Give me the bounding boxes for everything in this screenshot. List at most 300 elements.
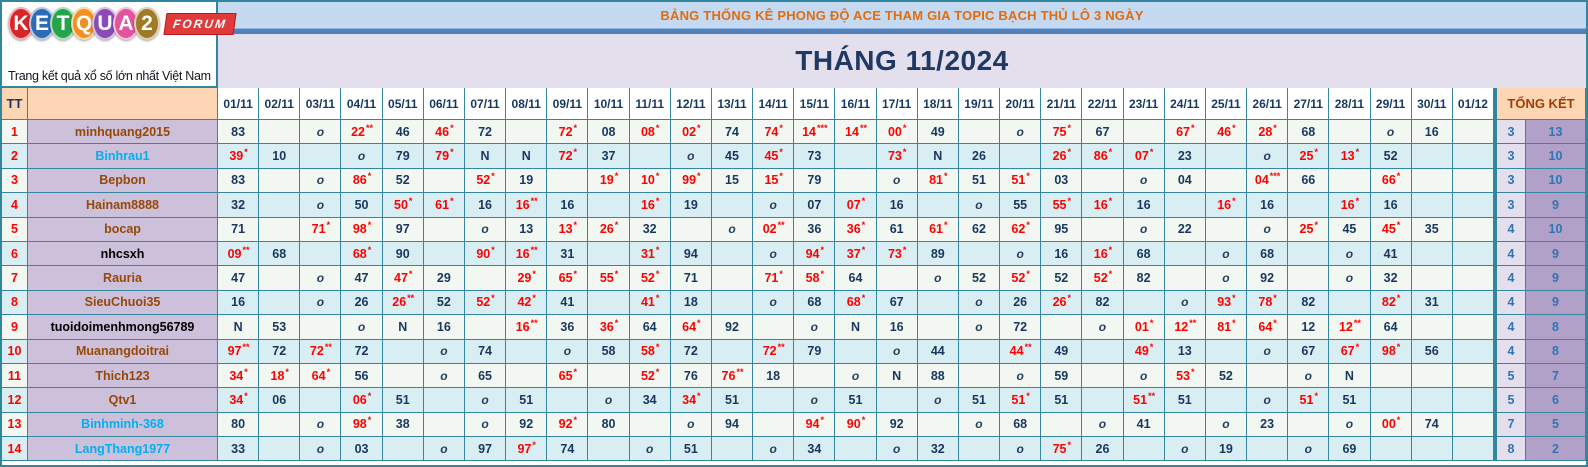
score-cell: 72 * bbox=[547, 120, 588, 144]
score-cell bbox=[1329, 437, 1370, 461]
score-cell: 46 * bbox=[424, 120, 465, 144]
score-cell: o bbox=[1206, 413, 1247, 437]
score-cell: 81 * bbox=[1206, 315, 1247, 339]
score-cell: o bbox=[630, 437, 671, 461]
score-cell: o bbox=[300, 193, 341, 217]
score-value: 12 bbox=[1174, 319, 1189, 334]
score-cell: o bbox=[1000, 437, 1041, 461]
score-cell: o bbox=[300, 291, 341, 315]
score-value: 55 bbox=[1013, 197, 1028, 212]
score-cell bbox=[1124, 266, 1165, 290]
score-cell bbox=[424, 242, 465, 266]
score-cell: 51 * bbox=[1288, 388, 1329, 412]
score-value: 62 bbox=[972, 222, 986, 237]
score-value: 75 bbox=[1052, 441, 1067, 456]
column-header-date-02-11: 02/11 bbox=[259, 88, 300, 120]
score-cell bbox=[1041, 218, 1082, 242]
score-value: 51 bbox=[519, 392, 534, 407]
score-cell: o bbox=[959, 193, 1000, 217]
score-cell: o bbox=[794, 315, 835, 339]
score-value: 19 bbox=[519, 173, 534, 188]
summary-cell-1: 4 bbox=[1494, 266, 1526, 290]
score-value: 58 bbox=[640, 344, 655, 359]
score-cell: 75 * bbox=[1041, 437, 1082, 461]
score-cell bbox=[1412, 169, 1453, 193]
score-value: 41 bbox=[1383, 246, 1398, 261]
score-cell bbox=[465, 437, 506, 461]
score-value: 16 bbox=[515, 246, 530, 261]
player-name: Qtv1 bbox=[28, 388, 218, 412]
score-cell: 36 * bbox=[588, 315, 629, 339]
score-value: 51 bbox=[395, 392, 410, 407]
logo-letter-a: A bbox=[113, 7, 139, 40]
score-cell: o bbox=[1124, 169, 1165, 193]
score-cell bbox=[1000, 193, 1041, 217]
rank-cell: 11 bbox=[2, 364, 28, 388]
column-header-date-07-11: 07/11 bbox=[465, 88, 506, 120]
score-cell: 53 * bbox=[1165, 364, 1206, 388]
score-cell: 67 * bbox=[1329, 340, 1370, 364]
score-cell: o bbox=[465, 218, 506, 242]
score-cell bbox=[259, 291, 300, 315]
score-cell bbox=[424, 413, 465, 437]
score-cell: 58 * bbox=[630, 340, 671, 364]
score-cell: 78 * bbox=[1247, 291, 1288, 315]
score-value: 32 bbox=[642, 222, 657, 237]
score-cell bbox=[383, 388, 424, 412]
score-value: 74 bbox=[1424, 417, 1439, 432]
score-cell bbox=[1412, 340, 1453, 364]
score-value: 72 bbox=[683, 344, 698, 359]
score-value: 94 bbox=[725, 417, 739, 432]
score-value: 08 bbox=[601, 124, 616, 139]
score-cell bbox=[1453, 291, 1494, 315]
score-cell: o bbox=[1329, 242, 1370, 266]
score-cell bbox=[218, 193, 259, 217]
score-cell bbox=[259, 144, 300, 168]
score-cell: 58 * bbox=[794, 266, 835, 290]
score-value: 10 bbox=[272, 149, 287, 164]
score-value: 68 bbox=[272, 246, 287, 261]
score-value: 31 bbox=[640, 246, 655, 261]
score-cell: 72 * bbox=[547, 144, 588, 168]
score-cell bbox=[630, 388, 671, 412]
score-cell bbox=[1165, 388, 1206, 412]
score-cell bbox=[959, 242, 1000, 266]
score-value: 51 bbox=[683, 441, 698, 456]
score-cell: 45 * bbox=[1371, 218, 1412, 242]
column-header-date-13-11: 13/11 bbox=[712, 88, 753, 120]
score-cell bbox=[1041, 340, 1082, 364]
score-cell bbox=[506, 413, 547, 437]
score-cell bbox=[1288, 413, 1329, 437]
score-cell bbox=[835, 144, 876, 168]
score-value: 94 bbox=[683, 246, 698, 261]
score-cell bbox=[1124, 413, 1165, 437]
score-value: 07 bbox=[807, 197, 822, 212]
score-value: 71 bbox=[764, 271, 779, 286]
score-value: 90 bbox=[476, 246, 491, 261]
score-value: 13 bbox=[519, 222, 534, 237]
score-cell: 90 * bbox=[465, 242, 506, 266]
score-value: 33 bbox=[231, 441, 246, 456]
score-value: 80 bbox=[601, 417, 616, 432]
score-cell bbox=[588, 193, 629, 217]
score-value: 67 bbox=[1340, 344, 1355, 359]
score-cell bbox=[300, 315, 341, 339]
score-cell: 55 * bbox=[588, 266, 629, 290]
score-cell: o bbox=[877, 169, 918, 193]
score-value: 83 bbox=[231, 173, 246, 188]
score-cell: 46 * bbox=[1206, 120, 1247, 144]
score-value: N bbox=[933, 149, 943, 164]
score-cell: 00 * bbox=[1371, 413, 1412, 437]
score-cell: 16 ** bbox=[506, 315, 547, 339]
score-cell bbox=[712, 340, 753, 364]
score-value: 67 bbox=[1176, 124, 1190, 139]
score-value: 68 bbox=[807, 295, 822, 310]
score-cell bbox=[1041, 388, 1082, 412]
score-cell: o bbox=[300, 120, 341, 144]
score-value: 16 bbox=[515, 319, 530, 334]
score-cell bbox=[753, 388, 794, 412]
score-value: 93 bbox=[1217, 295, 1232, 310]
score-value: 16 bbox=[436, 319, 451, 334]
score-value: 34 bbox=[642, 392, 657, 407]
score-value: 51 bbox=[972, 173, 986, 188]
score-cell: 64 * bbox=[300, 364, 341, 388]
score-cell: o bbox=[753, 437, 794, 461]
score-value: 55 bbox=[1052, 197, 1067, 212]
score-value: 34 bbox=[229, 368, 244, 383]
score-cell bbox=[1165, 242, 1206, 266]
score-cell bbox=[1453, 413, 1494, 437]
score-cell bbox=[1412, 364, 1453, 388]
score-value: 51 bbox=[1299, 392, 1314, 407]
score-cell: 75 * bbox=[1041, 120, 1082, 144]
score-value: 64 bbox=[848, 271, 863, 286]
score-value: 02 bbox=[762, 222, 777, 237]
score-cell: 01 * bbox=[1124, 315, 1165, 339]
score-cell: o bbox=[1000, 242, 1041, 266]
column-header-date-24-11: 24/11 bbox=[1165, 88, 1206, 120]
score-cell bbox=[1371, 266, 1412, 290]
score-cell bbox=[1041, 315, 1082, 339]
banner-title: BẢNG THỐNG KÊ PHONG ĐỘ ACE THAM GIA TOPIC BẠCH THỦ LÔ 3 NGÀY bbox=[218, 2, 1586, 29]
score-value: 64 bbox=[1258, 319, 1273, 334]
score-cell: 52 * bbox=[465, 291, 506, 315]
score-cell: o bbox=[1082, 315, 1123, 339]
score-value: 64 bbox=[311, 368, 326, 383]
score-cell bbox=[1453, 218, 1494, 242]
score-value: 42 bbox=[517, 295, 532, 310]
score-value: 74 bbox=[560, 441, 575, 456]
score-value: 41 bbox=[1136, 417, 1151, 432]
column-header-date-14-11: 14/11 bbox=[753, 88, 794, 120]
column-header-date-19-11: 19/11 bbox=[959, 88, 1000, 120]
score-cell: 71 * bbox=[753, 266, 794, 290]
score-value: 52 bbox=[1383, 149, 1398, 164]
score-value: 16 bbox=[1260, 197, 1275, 212]
score-value: 52 bbox=[395, 173, 410, 188]
score-cell bbox=[218, 315, 259, 339]
column-header-date-26-11: 26/11 bbox=[1247, 88, 1288, 120]
score-value: N bbox=[233, 319, 243, 334]
score-cell: o bbox=[424, 437, 465, 461]
score-cell bbox=[630, 144, 671, 168]
score-value: 51 bbox=[1177, 392, 1192, 407]
score-cell bbox=[712, 120, 753, 144]
score-cell: 02 * bbox=[671, 120, 712, 144]
score-value: 55 bbox=[599, 271, 614, 286]
score-value: 13 bbox=[1177, 344, 1192, 359]
score-cell: 26 ** bbox=[383, 291, 424, 315]
score-cell bbox=[547, 193, 588, 217]
column-header-summary: TỔNG KẾT bbox=[1494, 88, 1586, 120]
summary-cell-2: 6 bbox=[1526, 388, 1586, 412]
score-value: 67 bbox=[1095, 124, 1110, 139]
score-value: 80 bbox=[231, 417, 246, 432]
column-header-date-01-11: 01/11 bbox=[218, 88, 259, 120]
score-cell bbox=[753, 315, 794, 339]
score-cell bbox=[1412, 193, 1453, 217]
rank-cell: 6 bbox=[2, 242, 28, 266]
score-value: 37 bbox=[601, 149, 616, 164]
score-cell bbox=[877, 218, 918, 242]
summary-cell-1: 5 bbox=[1494, 388, 1526, 412]
score-cell: 65 * bbox=[547, 266, 588, 290]
score-value: 52 bbox=[1093, 271, 1108, 286]
score-value: 25 bbox=[1299, 149, 1314, 164]
score-cell bbox=[259, 242, 300, 266]
score-cell: 07 * bbox=[835, 193, 876, 217]
score-value: 23 bbox=[1177, 149, 1192, 164]
title-block bbox=[218, 2, 1586, 88]
score-cell bbox=[547, 315, 588, 339]
score-cell bbox=[1453, 388, 1494, 412]
score-value: 32 bbox=[231, 197, 246, 212]
score-cell: 09 ** bbox=[218, 242, 259, 266]
score-value: 03 bbox=[1054, 173, 1069, 188]
logo-line bbox=[8, 7, 228, 40]
score-value: N bbox=[850, 319, 860, 334]
score-cell bbox=[259, 388, 300, 412]
score-value: 68 bbox=[1260, 246, 1275, 261]
score-cell bbox=[1206, 144, 1247, 168]
score-cell: 52 * bbox=[1000, 266, 1041, 290]
score-cell: 68 * bbox=[341, 242, 382, 266]
summary-cell-2: 10 bbox=[1526, 218, 1586, 242]
score-value: 79 bbox=[435, 149, 450, 164]
score-cell bbox=[588, 340, 629, 364]
score-value: 36 bbox=[560, 319, 575, 334]
score-cell: 34 * bbox=[218, 364, 259, 388]
score-value: 32 bbox=[1383, 271, 1398, 286]
score-cell bbox=[918, 413, 959, 437]
score-cell bbox=[383, 120, 424, 144]
score-value: 28 bbox=[1258, 124, 1273, 139]
score-value: 69 bbox=[1342, 441, 1357, 456]
score-cell bbox=[1000, 413, 1041, 437]
score-cell bbox=[424, 388, 465, 412]
score-cell: o bbox=[959, 291, 1000, 315]
column-header-date-09-11: 09/11 bbox=[547, 88, 588, 120]
score-cell bbox=[877, 315, 918, 339]
score-cell: o bbox=[794, 388, 835, 412]
score-cell: 98 * bbox=[341, 218, 382, 242]
score-value: 18 bbox=[683, 295, 698, 310]
summary-cell-1: 8 bbox=[1494, 437, 1526, 461]
score-cell bbox=[794, 364, 835, 388]
score-cell bbox=[1082, 437, 1123, 461]
score-value: 49 bbox=[930, 124, 945, 139]
column-header-date-25-11: 25/11 bbox=[1206, 88, 1247, 120]
score-cell: o bbox=[588, 388, 629, 412]
score-value: 45 bbox=[1342, 222, 1357, 237]
score-value: 92 bbox=[558, 417, 573, 432]
ketqua2-logo[interactable] bbox=[2, 2, 228, 88]
score-cell: 71 * bbox=[300, 218, 341, 242]
score-cell: o bbox=[835, 364, 876, 388]
summary-cell-2: 9 bbox=[1526, 193, 1586, 217]
summary-cell-1: 5 bbox=[1494, 364, 1526, 388]
score-cell bbox=[1082, 388, 1123, 412]
score-value: 16 bbox=[1093, 197, 1108, 212]
player-name: Hainam8888 bbox=[28, 193, 218, 217]
score-cell bbox=[465, 266, 506, 290]
summary-cell-1: 3 bbox=[1494, 144, 1526, 168]
score-cell bbox=[1453, 169, 1494, 193]
score-cell bbox=[1000, 291, 1041, 315]
score-cell: o bbox=[1165, 437, 1206, 461]
rank-cell: 3 bbox=[2, 169, 28, 193]
score-cell bbox=[1288, 120, 1329, 144]
score-cell bbox=[1206, 364, 1247, 388]
summary-cell-2: 13 bbox=[1526, 120, 1586, 144]
score-cell bbox=[712, 388, 753, 412]
score-cell bbox=[1412, 144, 1453, 168]
score-cell bbox=[671, 364, 712, 388]
score-value: 67 bbox=[889, 295, 904, 310]
score-cell bbox=[835, 169, 876, 193]
score-cell bbox=[506, 388, 547, 412]
summary-cell-1: 4 bbox=[1494, 218, 1526, 242]
score-cell: 25 * bbox=[1288, 218, 1329, 242]
score-value: 71 bbox=[231, 222, 246, 237]
score-value: 52 bbox=[1218, 368, 1233, 383]
score-cell bbox=[1165, 266, 1206, 290]
score-cell bbox=[753, 364, 794, 388]
score-value: 72 bbox=[558, 124, 573, 139]
score-cell bbox=[1124, 437, 1165, 461]
score-cell bbox=[671, 193, 712, 217]
score-cell bbox=[1412, 413, 1453, 437]
score-value: 35 bbox=[1424, 222, 1439, 237]
score-value: 90 bbox=[395, 246, 410, 261]
column-header-date-22-11: 22/11 bbox=[1082, 88, 1123, 120]
score-value: 58 bbox=[805, 271, 820, 286]
column-header-date-03-11: 03/11 bbox=[300, 88, 341, 120]
score-value: 34 bbox=[229, 392, 244, 407]
score-cell bbox=[588, 413, 629, 437]
score-value: 22 bbox=[351, 124, 365, 139]
score-value: 98 bbox=[352, 222, 367, 237]
score-value: 45 bbox=[764, 149, 779, 164]
summary-cell-1: 4 bbox=[1494, 340, 1526, 364]
score-cell bbox=[1453, 120, 1494, 144]
score-cell bbox=[383, 144, 424, 168]
score-cell bbox=[1371, 242, 1412, 266]
summary-cell-2: 9 bbox=[1526, 266, 1586, 290]
score-cell: o bbox=[300, 169, 341, 193]
score-value: 76 bbox=[683, 368, 698, 383]
score-value: 44 bbox=[1009, 344, 1024, 359]
score-cell bbox=[588, 364, 629, 388]
score-cell: 12 ** bbox=[1329, 315, 1370, 339]
score-cell: o bbox=[465, 413, 506, 437]
score-cell bbox=[259, 120, 300, 144]
score-value: 52 bbox=[640, 368, 655, 383]
score-cell: 19 * bbox=[588, 169, 629, 193]
score-value: 92 bbox=[1260, 271, 1275, 286]
score-value: 31 bbox=[560, 246, 575, 261]
score-value: 79 bbox=[395, 149, 410, 164]
column-header-date-08-11: 08/11 bbox=[506, 88, 547, 120]
score-cell bbox=[1371, 437, 1412, 461]
score-value: 51 bbox=[1342, 392, 1357, 407]
score-value: 52 bbox=[1054, 271, 1069, 286]
score-cell bbox=[1329, 169, 1370, 193]
score-cell bbox=[835, 315, 876, 339]
score-value: 26 bbox=[392, 295, 407, 310]
score-value: 16 bbox=[515, 197, 530, 212]
score-cell bbox=[218, 437, 259, 461]
score-value: 36 bbox=[846, 222, 861, 237]
score-value: 92 bbox=[725, 319, 739, 334]
score-cell bbox=[794, 193, 835, 217]
score-cell: 98 * bbox=[341, 413, 382, 437]
rank-cell: 5 bbox=[2, 218, 28, 242]
score-cell: 49 * bbox=[1124, 340, 1165, 364]
score-cell: o bbox=[1165, 291, 1206, 315]
score-cell bbox=[1041, 266, 1082, 290]
score-cell bbox=[465, 193, 506, 217]
score-cell bbox=[1453, 315, 1494, 339]
score-cell bbox=[547, 388, 588, 412]
score-cell: 15 * bbox=[753, 169, 794, 193]
score-value: 72 bbox=[762, 344, 777, 359]
score-cell bbox=[1453, 193, 1494, 217]
score-cell bbox=[630, 315, 671, 339]
summary-cell-2: 9 bbox=[1526, 242, 1586, 266]
score-cell bbox=[1329, 364, 1370, 388]
rank-cell: 13 bbox=[2, 413, 28, 437]
score-cell: 66 * bbox=[1371, 169, 1412, 193]
score-cell: o bbox=[1082, 413, 1123, 437]
score-cell bbox=[1124, 291, 1165, 315]
score-cell bbox=[671, 218, 712, 242]
score-cell bbox=[918, 291, 959, 315]
score-value: 26 bbox=[1095, 441, 1110, 456]
column-header-date-06-11: 06/11 bbox=[424, 88, 465, 120]
score-cell: 22 ** bbox=[341, 120, 382, 144]
score-cell bbox=[506, 364, 547, 388]
player-name: Binhrau1 bbox=[28, 144, 218, 168]
score-cell bbox=[630, 413, 671, 437]
score-cell bbox=[712, 291, 753, 315]
stats-table bbox=[2, 88, 1586, 461]
score-cell: o bbox=[1371, 120, 1412, 144]
